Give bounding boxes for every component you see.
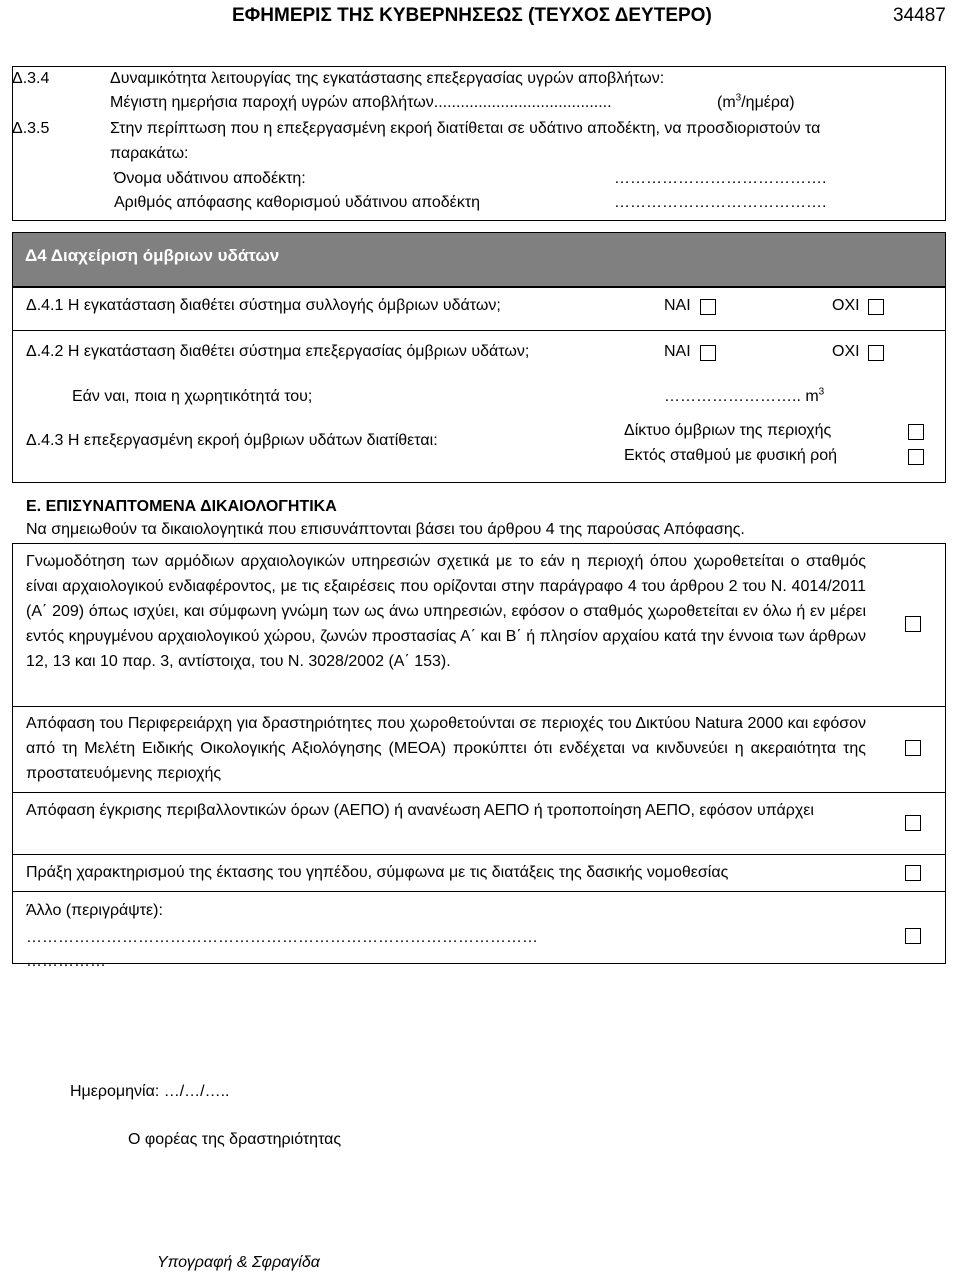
attachment-archaeology-checkbox[interactable] (905, 616, 921, 632)
d4-title: Δ4 Διαχείριση όμβριων υδάτων (25, 246, 280, 265)
d35-field2-label: Αριθμός απόφασης καθορισμού υδάτινου αποδέκτη (114, 194, 481, 211)
attachment-row-forest: Πράξη χαρακτηρισμού της έκτασης του γηπέδου, σύμφωνα με τις διατάξεις της δασικής νομοθεσίας (26, 864, 729, 881)
entity-label: Ο φορέας της δραστηριότητας (128, 1131, 342, 1148)
d42-no-checkbox[interactable] (868, 345, 884, 361)
d42-yes-label: ΝΑΙ (664, 343, 691, 360)
attachment-aepo-checkbox[interactable] (905, 815, 921, 831)
section-e-subtitle: Να σημειωθούν τα δικαιολογητικά που επισυνάπτονται βάσει του άρθρου 4 της παρούσας Απόφασης. (26, 521, 745, 538)
attachment-forest-checkbox[interactable] (905, 865, 921, 881)
d41-yes-checkbox[interactable] (700, 299, 716, 315)
attachment-row-archaeology: Γνωμοδότηση των αρμόδιων αρχαιολογικών υπηρεσιών σχετικά με το εάν η περιοχή όπου χωροθετείται ο σταθμός είναι αρχαιολογικού ενδιαφέροντος, με τις εξαιρέσεις που ορίζονται στην παράγραφο 4 του άρθρου 2 του Ν. 4014/2011 (Α΄ 209) όπως ισχύει, και σύμφωνη γνώμη των ως άνω υπηρεσιών, εφόσον ο σταθμός χωροθετείται εν όλω ή εν μέρει εντός κηρυγμένου αρχαιολογικού χώρου, ζωνών προστασίας Α΄ και Β΄ ή πλησίον αρχαίου κατά την έννοια των άρθρων 12, 13 και 10 παρ. 3, αντίστοιχα, του Ν. 3028/2002 (Α΄ 153). (26, 553, 866, 670)
attachment-row-natura: Απόφαση του Περιφερειάρχη για δραστηριότητες που χωροθετούνται σε περιοχές του Δικτύου Natura 2000 και εφόσον από τη Μελέτη Ειδικής Οικολογικής Αξιολόγησης (ΜΕΟΑ) προκύπτει ότι ενδέχεται να κινδυνεύει η ακεραιότητα της προστατευόμενης περιοχής (26, 715, 866, 782)
d42-capacity-label: Εάν ναι, ποια η χωρητικότητά του; (72, 388, 313, 405)
page-header-title: ΕΦΗΜΕΡΙΣ ΤΗΣ ΚΥΒΕΡΝΗΣΕΩΣ (ΤΕΥΧΟΣ ΔΕΥΤΕΡΟ) (232, 5, 712, 26)
d34-line2: Μέγιστη ημερήσια παροχή υγρών αποβλήτων........................................ (110, 94, 612, 111)
divider (12, 891, 946, 892)
divider (12, 706, 946, 707)
attachment-other-line2[interactable]: …………… (26, 953, 106, 970)
attachment-other-label: Άλλο (περιγράψτε): (26, 902, 163, 919)
attachment-natura-checkbox[interactable] (905, 740, 921, 756)
d41-no-checkbox[interactable] (868, 299, 884, 315)
page-number: 34487 (893, 5, 946, 26)
d41-yes-label: ΝΑΙ (664, 297, 691, 314)
attachment-other-checkbox[interactable] (905, 928, 921, 944)
d42-question: Δ.4.2 Η εγκατάσταση διαθέτει σύστημα επεξεργασίας όμβριων υδάτων; (26, 343, 530, 360)
d41-question: Δ.4.1 Η εγκατάσταση διαθέτει σύστημα συλλογής όμβριων υδάτων; (26, 297, 501, 314)
divider (12, 854, 946, 855)
d35-number: Δ.3.5 (12, 120, 50, 137)
divider (12, 330, 946, 331)
d43-option1-checkbox[interactable] (908, 424, 924, 440)
d34-unit: $(m^3/\eta\mu έ\rho\alpha)$ (717, 92, 795, 111)
d42-capacity-value[interactable]: …………………….. $m^3$ (664, 386, 825, 405)
d35-field1-value[interactable]: …………………………………. (614, 170, 827, 187)
section-e-title: Ε. ΕΠΙΣΥΝΑΠΤΟΜΕΝΑ ΔΙΚΑΙΟΛΟΓΗΤΙΚΑ (26, 498, 337, 515)
d4-header-bar (12, 232, 946, 287)
d34-number: Δ.3.4 (12, 70, 50, 87)
d34-line1: Δυναμικότητα λειτουργίας της εγκατάστασης επεξεργασίας υγρών αποβλήτων: (110, 70, 665, 87)
d43-option2-checkbox[interactable] (908, 449, 924, 465)
attachment-other-line1[interactable]: …………………………………………………………………………………… (26, 929, 538, 946)
d41-no-label: ΟΧΙ (832, 297, 860, 314)
d42-no-label: ΟΧΙ (832, 343, 860, 360)
d35-field2-value[interactable]: …………………………………. (614, 194, 827, 211)
date-field: Ημερομηνία: …/…/….. (70, 1083, 230, 1100)
d43-question: Δ.4.3 Η επεξεργασμένη εκροή όμβριων υδάτων διατίθεται: (26, 432, 438, 449)
d42-yes-checkbox[interactable] (700, 345, 716, 361)
d43-option2-label: Εκτός σταθμού με φυσική ροή (624, 447, 838, 464)
d43-option1-label: Δίκτυο όμβριων της περιοχής (624, 422, 832, 439)
d35-field1-label: Όνομα υδάτινου αποδέκτη: (114, 170, 306, 187)
signature-label: Υπογραφή & Σφραγίδα (157, 1254, 320, 1271)
divider (12, 792, 946, 793)
d35-line1: Στην περίπτωση που η επεξεργασμένη εκροή διατίθεται σε υδάτινο αποδέκτη, να προσδιοριστούν τα (110, 120, 821, 137)
d35-line2: παρακάτω: (110, 145, 189, 162)
attachment-row-aepo: Απόφαση έγκρισης περιβαλλοντικών όρων (ΑΕΠΟ) ή ανανέωση ΑΕΠΟ ή τροποποίηση ΑΕΠΟ, εφόσον υπάρχει (26, 802, 814, 819)
